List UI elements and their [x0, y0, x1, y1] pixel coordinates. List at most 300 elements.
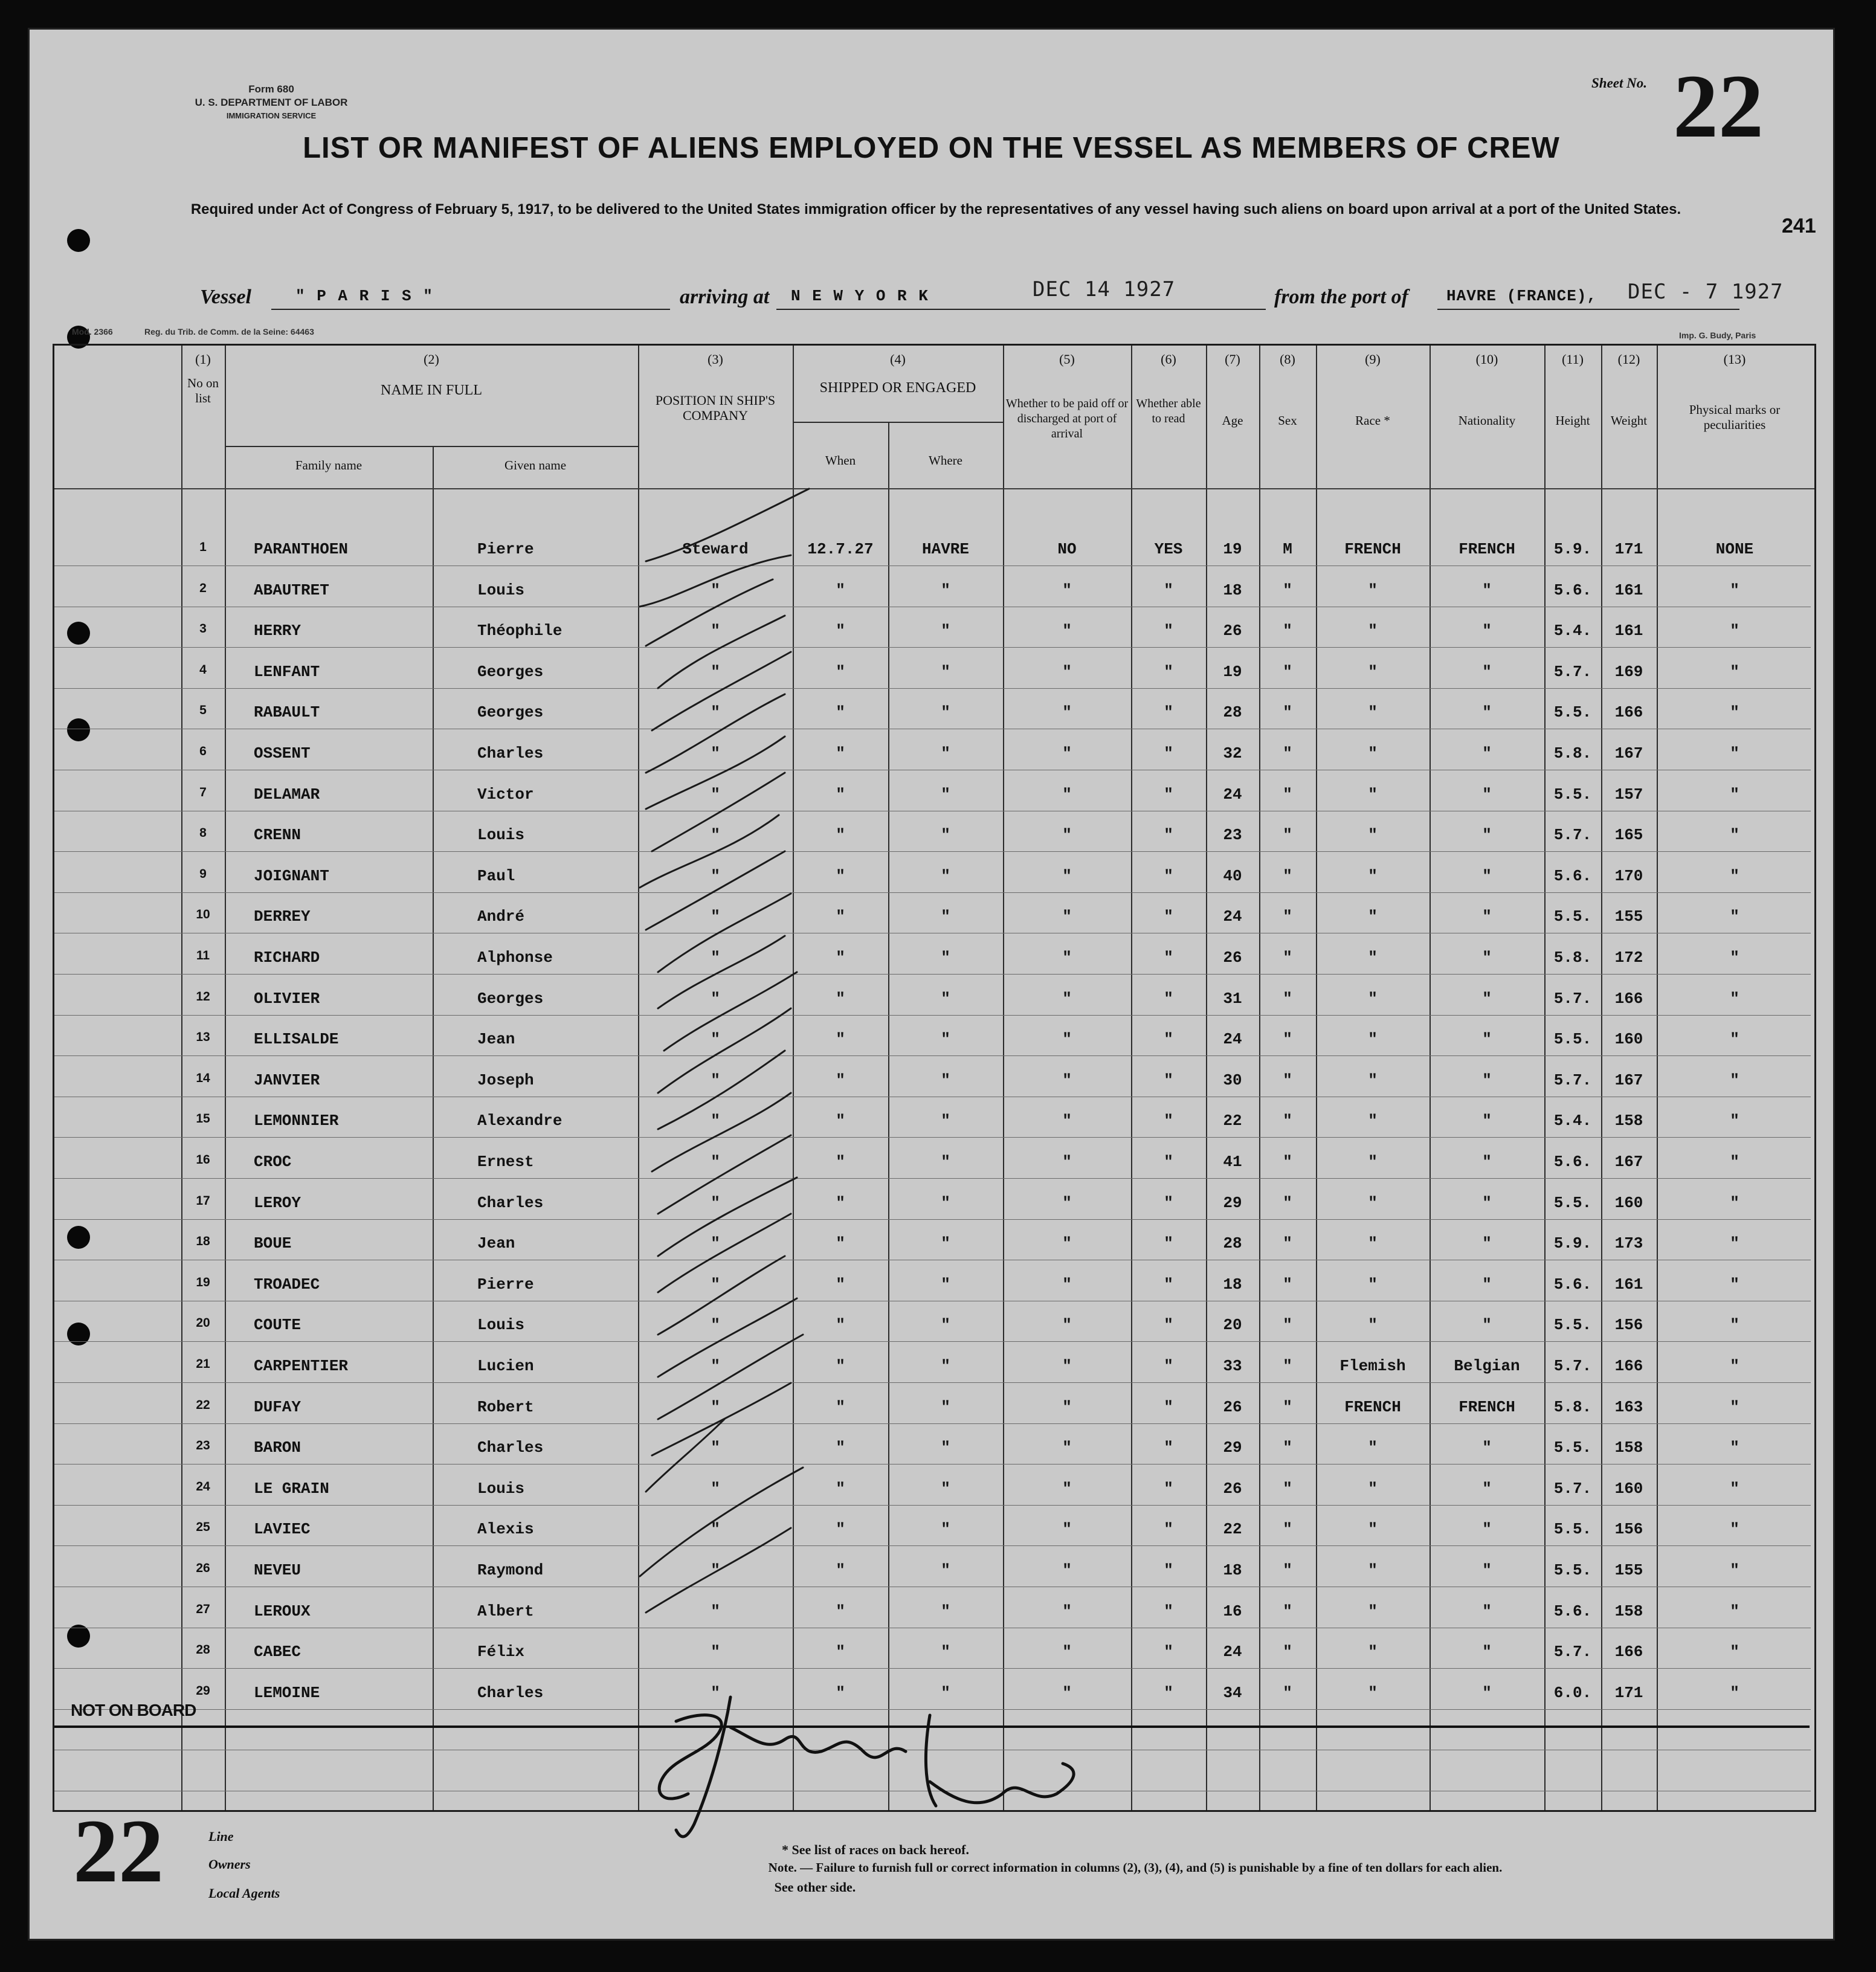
row-read-cell: " — [1164, 1683, 1173, 1702]
row-race-cell: " — [1368, 1602, 1378, 1620]
row-paid-off-cell: " — [1062, 1397, 1072, 1416]
row-paid-off-cell: " — [1062, 1602, 1072, 1620]
row-no-cell: 1 — [199, 540, 207, 554]
row-paid-off-cell: " — [1062, 1234, 1072, 1253]
row-position-cell: " — [711, 1316, 720, 1335]
col9-number: (9) — [1365, 352, 1381, 367]
row-race-cell: FRENCH — [1344, 540, 1401, 558]
row-nationality-cell: " — [1482, 744, 1492, 762]
row-height-cell: 5.5. — [1553, 907, 1592, 926]
row-where-cell: " — [941, 1397, 950, 1416]
row-weight-cell: 167 — [1614, 1153, 1643, 1171]
row-paid-off-cell: " — [1062, 662, 1072, 681]
row-where-cell: " — [941, 785, 950, 804]
row-race-cell: Flemish — [1339, 1357, 1406, 1375]
penalty-note: Note. — Failure to furnish full or correct information in columns (2), (3), (4), and (5) is punishable by a fine of ten dollars for each alien. — [768, 1860, 1503, 1875]
row-no-cell: 26 — [196, 1561, 210, 1575]
col11-header: Height — [1555, 413, 1590, 428]
row-age-cell: 26 — [1223, 949, 1242, 967]
row-sex-cell: " — [1283, 1561, 1292, 1579]
row-height-cell: 5.7. — [1553, 1357, 1592, 1375]
row-given-cell: Jean — [477, 1030, 515, 1049]
row-no-cell: 25 — [196, 1520, 210, 1535]
row-position-cell: " — [711, 826, 720, 845]
row-read-cell: " — [1164, 1520, 1173, 1539]
row-family-cell: CROC — [254, 1153, 292, 1171]
row-race-cell: " — [1368, 1479, 1378, 1498]
col3-header: POSITION IN SHIP'S COMPANY — [655, 393, 776, 423]
row-where-cell: " — [941, 1153, 950, 1171]
row-when-cell: 12.7.27 — [807, 540, 874, 558]
row-height-cell: 6.0. — [1553, 1683, 1592, 1702]
row-no-cell: 12 — [196, 989, 210, 1004]
row-paid-off-cell: " — [1062, 1643, 1072, 1661]
row-given-cell: Georges — [477, 662, 544, 681]
row-given-cell: Louis — [477, 1316, 525, 1335]
row-where-cell: " — [941, 1643, 950, 1661]
row-family-cell: ABAUTRET — [254, 581, 329, 599]
row-separator — [54, 1505, 1811, 1506]
sheet-no-label: Sheet No. — [1591, 76, 1647, 91]
col5-header: Whether to be paid off or discharged at port of arrival — [1005, 397, 1129, 440]
row-given-cell: Charles — [477, 1193, 544, 1212]
row-given-cell: Raymond — [477, 1561, 544, 1579]
service-label: IMMIGRATION SERVICE — [226, 111, 317, 120]
row-sex-cell: " — [1283, 1112, 1292, 1130]
row-height-cell: 5.4. — [1553, 622, 1592, 640]
col11-number: (11) — [1562, 352, 1584, 367]
col12-header: Weight — [1610, 413, 1648, 428]
row-given-cell: André — [477, 907, 525, 926]
row-where-cell: " — [941, 1561, 950, 1579]
row-sex-cell: " — [1283, 1030, 1292, 1049]
vessel-label: Vessel — [200, 286, 251, 308]
row-no-cell: 23 — [196, 1439, 210, 1453]
row-height-cell: 5.5. — [1553, 1316, 1592, 1335]
row-separator — [54, 974, 1811, 975]
row-sex-cell: " — [1283, 703, 1292, 722]
row-marks-cell: " — [1730, 1275, 1739, 1294]
row-nationality-cell: " — [1482, 1153, 1492, 1171]
row-nationality-cell: " — [1482, 662, 1492, 681]
row-position-cell: " — [711, 1683, 720, 1702]
row-paid-off-cell: " — [1062, 1030, 1072, 1049]
row-family-cell: OLIVIER — [254, 989, 320, 1008]
page-title: LIST OR MANIFEST OF ALIENS EMPLOYED ON THE VESSEL AS MEMBERS OF CREW — [303, 132, 1560, 164]
form-header — [132, 83, 410, 123]
row-where-cell: " — [941, 826, 950, 845]
row-given-cell: Georges — [477, 989, 544, 1008]
row-paid-off-cell: " — [1062, 1479, 1072, 1498]
arriving-label: arriving at — [680, 286, 770, 308]
row-weight-cell: 161 — [1614, 1275, 1643, 1294]
row-sex-cell: " — [1283, 1439, 1292, 1457]
row-family-cell: CABEC — [254, 1643, 301, 1661]
row-paid-off-cell: " — [1062, 1520, 1072, 1539]
row-paid-off-cell: " — [1062, 1683, 1072, 1702]
row-when-cell: " — [836, 581, 845, 599]
row-height-cell: 5.5. — [1553, 1439, 1592, 1457]
row-given-cell: Charles — [477, 1683, 544, 1702]
row-position-cell: " — [711, 1153, 720, 1171]
row-separator — [54, 1015, 1811, 1016]
row-no-cell: 8 — [199, 826, 207, 840]
row-nationality-cell: " — [1482, 1112, 1492, 1130]
row-family-cell: TROADEC — [254, 1275, 320, 1294]
row-height-cell: 5.6. — [1553, 581, 1592, 599]
row-read-cell: " — [1164, 1397, 1173, 1416]
row-paid-off-cell: " — [1062, 989, 1072, 1008]
row-weight-cell: 172 — [1614, 949, 1643, 967]
row-read-cell: " — [1164, 1071, 1173, 1089]
col6-header: Whether able to read — [1136, 397, 1201, 425]
col9-header: Race * — [1355, 413, 1390, 428]
row-no-cell: 22 — [196, 1397, 210, 1412]
row-sex-cell: M — [1283, 540, 1292, 558]
row-position-cell: Steward — [682, 540, 749, 558]
row-where-cell: HAVRE — [921, 540, 969, 558]
row-no-cell: 27 — [196, 1602, 210, 1616]
col4-number: (4) — [890, 352, 906, 367]
row-given-cell: Georges — [477, 703, 544, 722]
row-when-cell: " — [836, 866, 845, 885]
row-family-cell: CRENN — [254, 826, 301, 845]
row-position-cell: " — [711, 1112, 720, 1130]
row-no-cell: 20 — [196, 1316, 210, 1330]
row-given-cell: Jean — [477, 1234, 515, 1253]
row-where-cell: " — [941, 1234, 950, 1253]
row-given-cell: Pierre — [477, 540, 534, 558]
row-position-cell: " — [711, 1643, 720, 1661]
row-weight-cell: 171 — [1614, 1683, 1643, 1702]
row-separator — [54, 1668, 1811, 1669]
row-weight-cell: 155 — [1614, 1561, 1643, 1579]
row-sex-cell: " — [1283, 1683, 1292, 1702]
where-header: Where — [929, 453, 962, 468]
row-where-cell: " — [941, 1193, 950, 1212]
row-paid-off-cell: " — [1062, 866, 1072, 885]
row-when-cell: " — [836, 1275, 845, 1294]
row-given-cell: Ernest — [477, 1153, 534, 1171]
row-when-cell: " — [836, 1316, 845, 1335]
row-position-cell: " — [711, 907, 720, 926]
row-age-cell: 24 — [1223, 1643, 1242, 1661]
row-marks-cell: " — [1730, 826, 1739, 845]
row-height-cell: 5.9. — [1553, 540, 1592, 558]
row-marks-cell: " — [1730, 1683, 1739, 1702]
row-given-cell: Albert — [477, 1602, 534, 1620]
row-position-cell: " — [711, 744, 720, 762]
row-nationality-cell: " — [1482, 1071, 1492, 1089]
row-read-cell: " — [1164, 1112, 1173, 1130]
row-race-cell: " — [1368, 785, 1378, 804]
row-age-cell: 22 — [1223, 1520, 1242, 1539]
page-subtitle: Required under Act of Congress of February 5, 1917, to be delivered to the United States immigration officer by the representatives of any vessel having such aliens on board upon arrival at a port of the United States. — [190, 201, 1681, 218]
row-no-cell: 28 — [196, 1643, 210, 1657]
row-nationality-cell: FRENCH — [1459, 1397, 1515, 1416]
row-no-cell: 10 — [196, 907, 210, 922]
row-age-cell: 28 — [1223, 1234, 1242, 1253]
row-when-cell: " — [836, 989, 845, 1008]
row-weight-cell: 156 — [1614, 1316, 1643, 1335]
row-sex-cell: " — [1283, 866, 1292, 885]
row-race-cell: " — [1368, 1520, 1378, 1539]
row-marks-cell: " — [1730, 1234, 1739, 1253]
row-separator — [54, 1423, 1811, 1424]
col2-header: NAME IN FULL — [381, 382, 482, 398]
row-when-cell: " — [836, 1071, 845, 1089]
row-given-cell: Alphonse — [477, 949, 553, 967]
row-read-cell: " — [1164, 949, 1173, 967]
row-when-cell: " — [836, 949, 845, 967]
departure-date-stamp: DEC - 7 1927 — [1628, 280, 1784, 304]
row-when-cell: " — [836, 1643, 845, 1661]
row-read-cell: " — [1164, 1439, 1173, 1457]
row-sex-cell: " — [1283, 1071, 1292, 1089]
row-family-cell: ELLISALDE — [254, 1030, 339, 1049]
row-nationality-cell: " — [1482, 1520, 1492, 1539]
row-family-cell: DERREY — [254, 907, 311, 926]
row-no-cell: 18 — [196, 1234, 210, 1249]
row-separator — [54, 851, 1811, 852]
registry-label: Reg. du Trib. de Comm. de la Seine: 64463 — [144, 327, 314, 337]
row-where-cell: " — [941, 1439, 950, 1457]
row-paid-off-cell: " — [1062, 1193, 1072, 1212]
row-position-cell: " — [711, 662, 720, 681]
row-weight-cell: 160 — [1614, 1479, 1643, 1498]
row-given-cell: Louis — [477, 826, 525, 845]
row-family-cell: LAVIEC — [254, 1520, 311, 1539]
row-age-cell: 22 — [1223, 1112, 1242, 1130]
row-where-cell: " — [941, 1683, 950, 1702]
row-family-cell: PARANTHOEN — [254, 540, 349, 558]
row-paid-off-cell: " — [1062, 1439, 1072, 1457]
row-marks-cell: " — [1730, 989, 1739, 1008]
row-weight-cell: 166 — [1614, 989, 1643, 1008]
row-read-cell: " — [1164, 703, 1173, 722]
col10-number: (10) — [1475, 352, 1498, 367]
row-age-cell: 26 — [1223, 1479, 1242, 1498]
row-weight-cell: 165 — [1614, 826, 1643, 845]
row-paid-off-cell: " — [1062, 907, 1072, 926]
row-race-cell: " — [1368, 1234, 1378, 1253]
row-paid-off-cell: NO — [1057, 540, 1077, 558]
row-age-cell: 19 — [1223, 540, 1242, 558]
row-height-cell: 5.7. — [1553, 1071, 1592, 1089]
row-position-cell: " — [711, 1275, 720, 1294]
row-weight-cell: 161 — [1614, 581, 1643, 599]
row-sex-cell: " — [1283, 1357, 1292, 1375]
row-weight-cell: 156 — [1614, 1520, 1643, 1539]
row-weight-cell: 163 — [1614, 1397, 1643, 1416]
row-given-cell: Alexandre — [477, 1112, 562, 1130]
row-age-cell: 18 — [1223, 1275, 1242, 1294]
row-nationality-cell: " — [1482, 1479, 1492, 1498]
row-no-cell: 24 — [196, 1479, 210, 1494]
row-marks-cell: " — [1730, 1153, 1739, 1171]
row-nationality-cell: " — [1482, 949, 1492, 967]
checkmark-strokes — [634, 477, 827, 1709]
row-given-cell: Théophile — [477, 622, 562, 640]
row-weight-cell: 160 — [1614, 1030, 1643, 1049]
row-race-cell: " — [1368, 1561, 1378, 1579]
row-nationality-cell: " — [1482, 1316, 1492, 1335]
row-family-cell: CARPENTIER — [254, 1357, 349, 1375]
row-marks-cell: " — [1730, 1643, 1739, 1661]
row-family-cell: NEVEU — [254, 1561, 301, 1579]
row-height-cell: 5.7. — [1553, 1479, 1592, 1498]
row-family-cell: LEROY — [254, 1193, 301, 1212]
when-header: When — [825, 453, 856, 468]
not-on-board-stamp: NOT ON BOARD — [71, 1701, 196, 1719]
row-race-cell: " — [1368, 1439, 1378, 1457]
row-where-cell: " — [941, 1275, 950, 1294]
see-other-side: See other side. — [774, 1880, 856, 1895]
row-height-cell: 5.6. — [1553, 1602, 1592, 1620]
row-when-cell: " — [836, 1153, 845, 1171]
row-when-cell: " — [836, 1357, 845, 1375]
row-race-cell: " — [1368, 1153, 1378, 1171]
row-when-cell: " — [836, 1439, 845, 1457]
row-when-cell: " — [836, 1683, 845, 1702]
row-sex-cell: " — [1283, 662, 1292, 681]
row-marks-cell: " — [1730, 1397, 1739, 1416]
row-marks-cell: " — [1730, 1602, 1739, 1620]
row-family-cell: LENFANT — [254, 662, 320, 681]
row-where-cell: " — [941, 1357, 950, 1375]
row-position-cell: " — [711, 1479, 720, 1498]
row-race-cell: " — [1368, 1112, 1378, 1130]
row-nationality-cell: " — [1482, 826, 1492, 845]
row-marks-cell: " — [1730, 785, 1739, 804]
row-given-cell: Robert — [477, 1397, 534, 1416]
row-paid-off-cell: " — [1062, 1071, 1072, 1089]
row-family-cell: LEMONNIER — [254, 1112, 339, 1130]
row-separator — [54, 892, 1811, 893]
row-marks-cell: " — [1730, 662, 1739, 681]
row-race-cell: " — [1368, 907, 1378, 926]
row-where-cell: " — [941, 581, 950, 599]
row-when-cell: " — [836, 1234, 845, 1253]
row-age-cell: 18 — [1223, 581, 1242, 599]
form-label: Form 680 — [248, 83, 294, 95]
row-separator — [54, 1341, 1811, 1342]
row-where-cell: " — [941, 622, 950, 640]
row-given-cell: Paul — [477, 866, 515, 885]
row-nationality-cell: " — [1482, 1030, 1492, 1049]
col12-number: (12) — [1617, 352, 1640, 367]
line-label: Line — [208, 1829, 234, 1844]
row-nationality-cell: " — [1482, 1643, 1492, 1661]
row-age-cell: 24 — [1223, 785, 1242, 804]
row-race-cell: " — [1368, 1275, 1378, 1294]
row-when-cell: " — [836, 744, 845, 762]
row-where-cell: " — [941, 989, 950, 1008]
row-when-cell: " — [836, 622, 845, 640]
row-paid-off-cell: " — [1062, 581, 1072, 599]
row-separator — [54, 1219, 1811, 1220]
row-height-cell: 5.7. — [1553, 826, 1592, 845]
row-nationality-cell: " — [1482, 1439, 1492, 1457]
row-nationality-cell: " — [1482, 1193, 1492, 1212]
row-weight-cell: 160 — [1614, 1193, 1643, 1212]
row-race-cell: " — [1368, 949, 1378, 967]
row-sex-cell: " — [1283, 1520, 1292, 1539]
row-position-cell: " — [711, 1397, 720, 1416]
vessel-name: " P A R I S " — [295, 287, 434, 305]
row-marks-cell: " — [1730, 1357, 1739, 1375]
printer-label: Imp. G. Budy, Paris — [1679, 330, 1756, 340]
row-separator — [54, 688, 1811, 689]
row-read-cell: " — [1164, 744, 1173, 762]
row-position-cell: " — [711, 1071, 720, 1089]
row-age-cell: 31 — [1223, 989, 1242, 1008]
row-position-cell: " — [711, 785, 720, 804]
col10-header: Nationality — [1458, 413, 1516, 428]
row-height-cell: 5.7. — [1553, 662, 1592, 681]
row-position-cell: " — [711, 866, 720, 885]
manifest-sheet — [28, 28, 1835, 1941]
row-marks-cell: " — [1730, 581, 1739, 599]
row-weight-cell: 158 — [1614, 1112, 1643, 1130]
row-position-cell: " — [711, 1561, 720, 1579]
row-sex-cell: " — [1283, 785, 1292, 804]
row-family-cell: DELAMAR — [254, 785, 320, 804]
row-height-cell: 5.5. — [1553, 1520, 1592, 1539]
row-race-cell: " — [1368, 866, 1378, 885]
row-no-cell: 4 — [199, 662, 207, 677]
row-read-cell: " — [1164, 1479, 1173, 1498]
col7-header: Age — [1222, 413, 1243, 428]
row-height-cell: 5.7. — [1553, 989, 1592, 1008]
row-paid-off-cell: " — [1062, 1316, 1072, 1335]
given-name-header: Given name — [504, 458, 567, 472]
name-subheader-line — [225, 446, 638, 447]
row-nationality-cell: " — [1482, 1602, 1492, 1620]
row-sex-cell: " — [1283, 622, 1292, 640]
row-separator — [54, 1055, 1811, 1056]
row-where-cell: " — [941, 1112, 950, 1130]
row-age-cell: 24 — [1223, 907, 1242, 926]
row-sex-cell: " — [1283, 744, 1292, 762]
row-read-cell: " — [1164, 1602, 1173, 1620]
row-position-cell: " — [711, 1193, 720, 1212]
row-no-cell: 9 — [199, 866, 207, 881]
row-race-cell: " — [1368, 1071, 1378, 1089]
row-age-cell: 29 — [1223, 1439, 1242, 1457]
row-marks-cell: " — [1730, 949, 1739, 967]
row-nationality-cell: " — [1482, 989, 1492, 1008]
row-marks-cell: " — [1730, 866, 1739, 885]
row-race-cell: " — [1368, 1030, 1378, 1049]
row-read-cell: " — [1164, 785, 1173, 804]
row-read-cell: " — [1164, 1561, 1173, 1579]
row-height-cell: 5.5. — [1553, 1561, 1592, 1579]
shipped-subheader-line — [793, 422, 1003, 423]
row-where-cell: " — [941, 1602, 950, 1620]
row-height-cell: 5.8. — [1553, 744, 1592, 762]
col3-number: (3) — [708, 352, 723, 367]
row-age-cell: 30 — [1223, 1071, 1242, 1089]
row-weight-cell: 158 — [1614, 1602, 1643, 1620]
row-position-cell: " — [711, 1439, 720, 1457]
row-where-cell: " — [941, 744, 950, 762]
row-when-cell: " — [836, 1561, 845, 1579]
row-sex-cell: " — [1283, 1643, 1292, 1661]
row-family-cell: DUFAY — [254, 1397, 301, 1416]
row-sex-cell: " — [1283, 1602, 1292, 1620]
row-position-cell: " — [711, 1357, 720, 1375]
